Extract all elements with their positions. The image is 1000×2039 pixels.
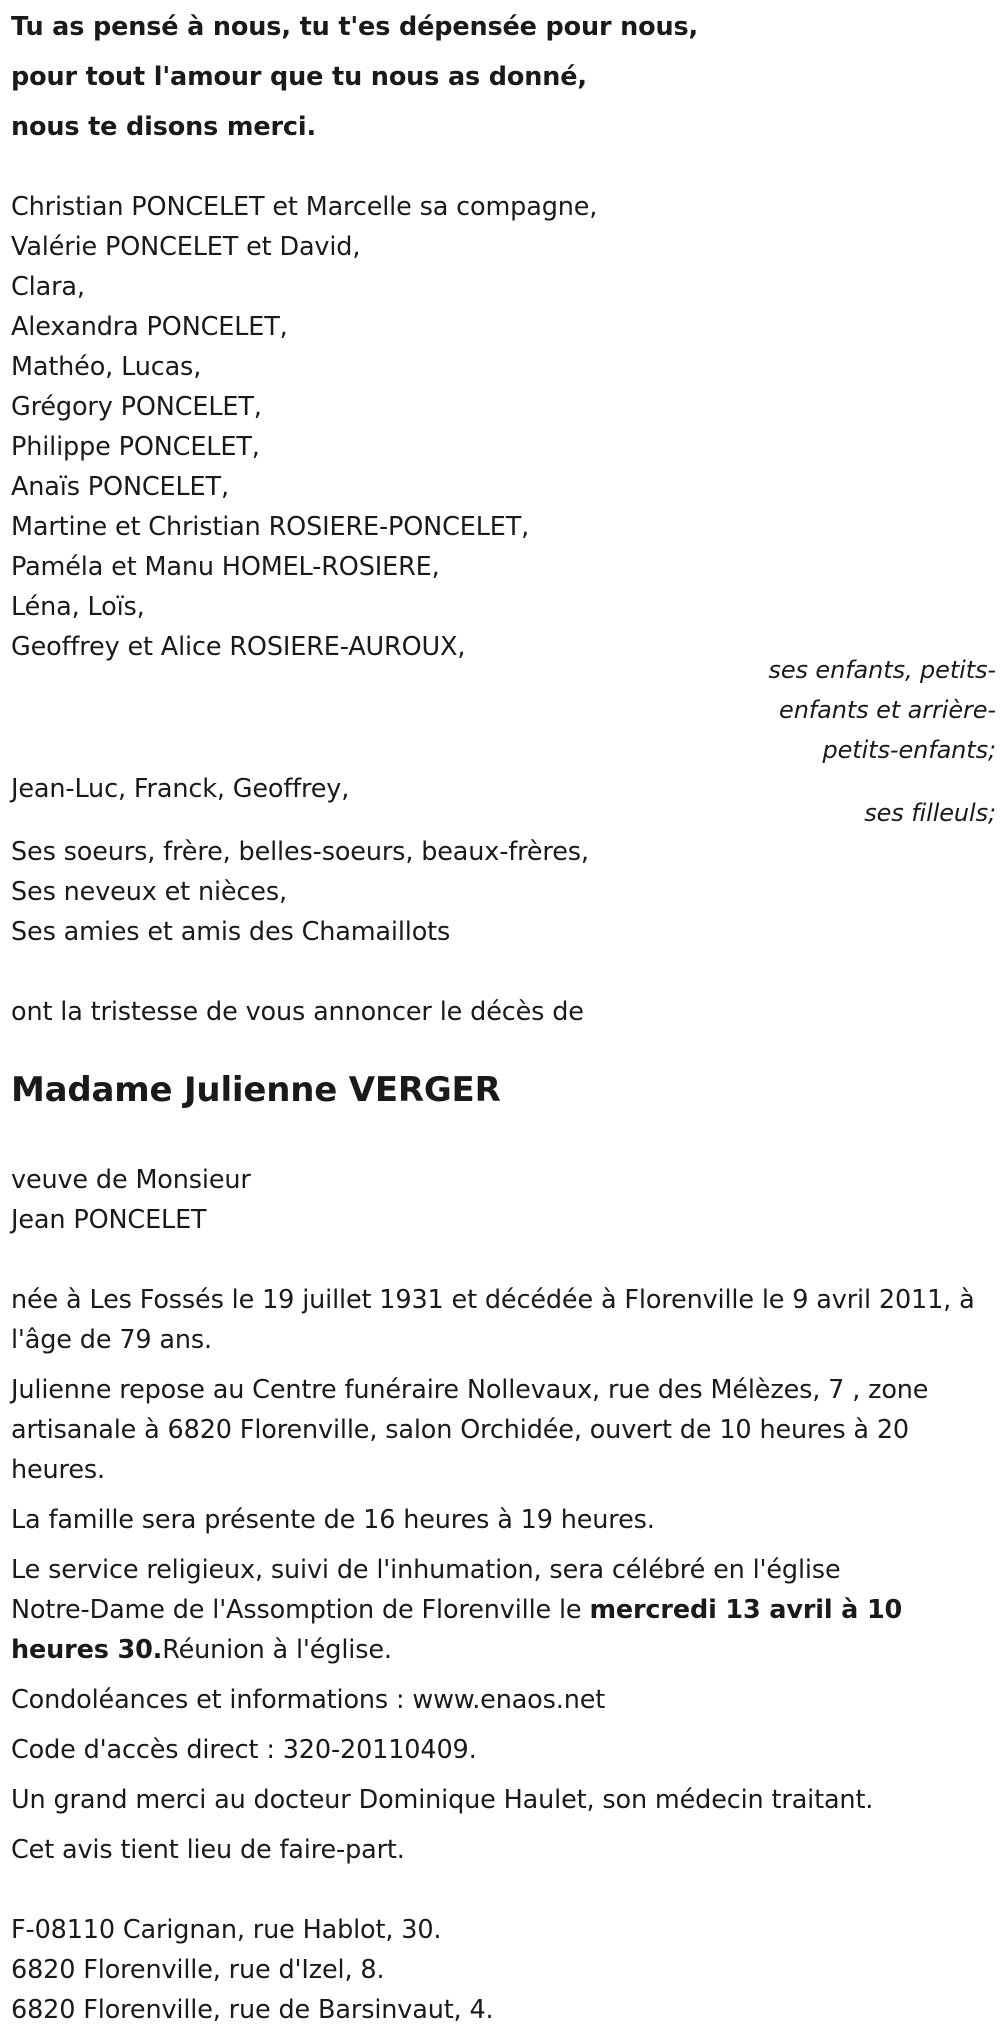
intro-line: nous te disons merci.: [11, 112, 316, 142]
service-line: [11, 1630, 392, 1670]
born-died: née à Les Fossés le 19 juillet 1931 et décédée à Florenville le 9 avril 2011, à: [11, 1285, 975, 1315]
family-relation: enfants et arrière-: [779, 696, 996, 724]
address: 6820 Florenville, rue d'Izel, 8.: [11, 1955, 385, 1985]
family-member: Martine et Christian ROSIERE-PONCELET,: [11, 512, 530, 542]
family-member: Valérie PONCELET et David,: [11, 232, 361, 262]
born-died: l'âge de 79 ans.: [11, 1325, 213, 1355]
family-member: Clara,: [11, 272, 85, 302]
service-text: Notre-Dame de l'Assomption de Florenville le: [11, 1595, 590, 1625]
family-member: Paméla et Manu HOMEL-ROSIERE,: [11, 552, 440, 582]
notice: Cet avis tient lieu de faire-part.: [11, 1835, 405, 1865]
relatives-line: Ses amies et amis des Chamaillots: [11, 917, 451, 947]
family-member: Léna, Loïs,: [11, 592, 145, 622]
family-member: Philippe PONCELET,: [11, 432, 260, 462]
rest-place: Julienne repose au Centre funéraire Nollevaux, rue des Mélèzes, 7 , zone: [11, 1375, 929, 1405]
intro-line: Tu as pensé à nous, tu t'es dépensée pour nous,: [11, 12, 699, 42]
family-member: Anaïs PONCELET,: [11, 472, 229, 502]
family-member: Grégory PONCELET,: [11, 392, 262, 422]
intro-line: pour tout l'amour que tu nous as donné,: [11, 62, 587, 92]
service-meeting: Réunion à l'église.: [162, 1635, 392, 1665]
family-member: Alexandra PONCELET,: [11, 312, 288, 342]
address: 6820 Florenville, rue de Barsinvaut, 4.: [11, 1995, 494, 2025]
family-member: Mathéo, Lucas,: [11, 352, 202, 382]
widow-of: veuve de Monsieur: [11, 1165, 251, 1195]
relatives-line: Ses soeurs, frère, belles-soeurs, beaux-frères,: [11, 837, 589, 867]
service-date: mercredi 13 avril à 10: [589, 1595, 903, 1625]
relatives-line: Ses neveux et nièces,: [11, 877, 287, 907]
rest-place: artisanale à 6820 Florenville, salon Orchidée, ouvert de 10 heures à 20: [11, 1415, 909, 1445]
family-member: Christian PONCELET et Marcelle sa compagne,: [11, 192, 598, 222]
family-member: Geoffrey et Alice ROSIERE-AUROUX,: [11, 632, 466, 662]
condolences: Condoléances et informations : www.enaos.net: [11, 1685, 606, 1715]
announcement: ont la tristesse de vous annoncer le décès de: [11, 997, 584, 1027]
family-relation: petits-enfants;: [822, 736, 996, 764]
rest-place: heures.: [11, 1455, 105, 1485]
service-line: Le service religieux, suivi de l'inhumation, sera célébré en l'église: [11, 1555, 841, 1585]
widow-of: Jean PONCELET: [11, 1205, 207, 1235]
godchildren-relation: ses filleuls;: [864, 799, 996, 827]
deceased-name: Madame Julienne VERGER: [11, 1070, 501, 1110]
family-present: La famille sera présente de 16 heures à 19 heures.: [11, 1505, 655, 1535]
godchildren: Jean-Luc, Franck, Geoffrey,: [11, 774, 350, 804]
family-relation: ses enfants, petits-: [768, 656, 996, 684]
address: F-08110 Carignan, rue Hablot, 30.: [11, 1915, 442, 1945]
service-time: heures 30.: [11, 1635, 163, 1665]
service-line: [11, 1590, 902, 1630]
access-code: Code d'accès direct : 320-20110409.: [11, 1735, 477, 1765]
thanks: Un grand merci au docteur Dominique Haulet, son médecin traitant.: [11, 1785, 874, 1815]
